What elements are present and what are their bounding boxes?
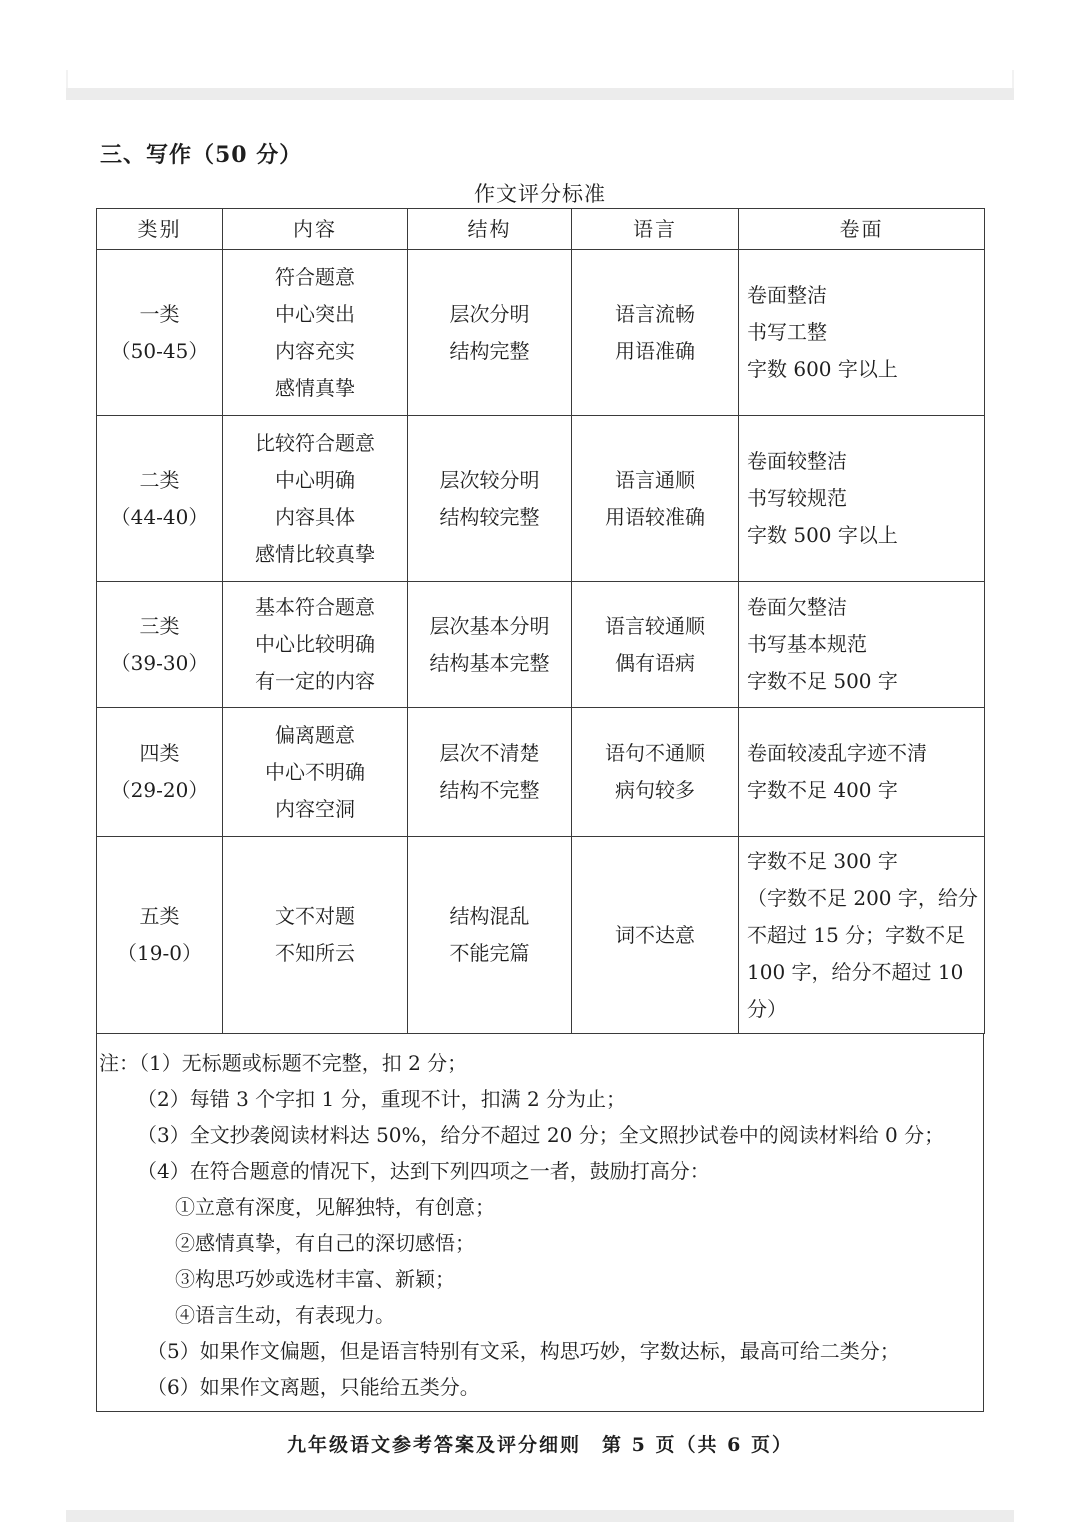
score-range: （29-20） (110, 778, 209, 802)
cell-content (223, 250, 408, 416)
page-footer: 九年级语文参考答案及评分细则 第 5 页（共 6 页） (287, 1434, 793, 1456)
content-line: 感情比较真挚 (255, 541, 375, 566)
presentation-line: 书写较规范 (747, 486, 847, 510)
table-caption: 作文评分标准 (474, 182, 606, 206)
note-item: （6）如果作文离题，只能给五类分。 (147, 1375, 480, 1399)
content-line: 偏离题意 (275, 722, 355, 747)
language-line: 病句较多 (615, 778, 695, 802)
content-line: 比较符合题意 (255, 430, 375, 455)
cell-structure (408, 837, 572, 1034)
table-row (97, 582, 985, 708)
score-range: （44-40） (110, 504, 209, 529)
content-line: 中心突出 (275, 301, 355, 326)
table-row (97, 837, 985, 1034)
header-structure: 结构 (408, 209, 572, 250)
cell-structure (408, 250, 572, 416)
presentation-line: 字数 500 字以上 (747, 523, 898, 547)
content-line: 文不对题 (275, 904, 355, 928)
note-item: 注：（1）无标题或标题不完整，扣 2 分； (99, 1051, 468, 1075)
language-line: 语言流畅 (615, 301, 695, 326)
content-line: 有一定的内容 (255, 669, 375, 693)
category-label: 三类 (139, 613, 180, 638)
language-line: 语言通顺 (615, 467, 695, 492)
content-line: 感情真挚 (275, 375, 355, 400)
structure-line: 结构完整 (449, 338, 530, 363)
table-header-row (97, 209, 985, 250)
presentation-line: 卷面整洁 (747, 283, 827, 307)
content-line: 中心明确 (275, 467, 355, 492)
language-line: 语言较通顺 (605, 613, 705, 638)
table-row (97, 250, 985, 416)
presentation-note: （字数不足 200 字，给分不超过 15 分；字数不足 100 字，给分不超过 10 分） (747, 885, 978, 1021)
note-subitem: ①立意有深度，见解独特，有创意； (175, 1195, 495, 1219)
content-line: 内容充实 (275, 338, 355, 363)
content-line: 中心比较明确 (255, 632, 375, 656)
cell-content (223, 837, 408, 1034)
structure-line: 结构基本完整 (429, 650, 550, 675)
presentation-line: 字数 600 字以上 (747, 357, 898, 381)
grading-rubric-table (96, 208, 985, 1034)
content-line: 内容具体 (275, 504, 355, 529)
table-row (97, 416, 985, 582)
presentation-line: 字数不足 300 字 (747, 848, 898, 873)
note-item: （2）每错 3 个字扣 1 分，重现不计，扣满 2 分为止； (137, 1087, 627, 1111)
cell-language (572, 416, 739, 582)
cell-content (223, 708, 408, 837)
language-line: 语句不通顺 (605, 741, 705, 765)
structure-line: 不能完篇 (449, 941, 530, 965)
cell-presentation (739, 416, 985, 582)
structure-line: 层次较分明 (439, 467, 540, 492)
content-line: 基本符合题意 (255, 595, 375, 619)
content-line: 符合题意 (275, 264, 355, 289)
language-line: 偶有语病 (615, 650, 695, 675)
note-subitem: ③构思巧妙或选材丰富、新颖； (175, 1267, 455, 1291)
table-row (97, 708, 985, 837)
note-item: （5）如果作文偏题，但是语言特别有文采，构思巧妙，字数达标，最高可给二类分； (147, 1339, 900, 1363)
header-category: 类别 (97, 209, 223, 250)
category-label: 二类 (139, 467, 180, 492)
content-line: 不知所云 (275, 941, 355, 965)
presentation-line: 卷面较整洁 (747, 449, 847, 473)
language-line: 用语较准确 (605, 504, 705, 529)
cell-category (97, 837, 223, 1034)
structure-line: 结构混乱 (449, 904, 530, 928)
header-language: 语言 (572, 209, 739, 250)
structure-line: 结构不完整 (439, 778, 540, 802)
header-presentation: 卷面 (739, 209, 985, 250)
language-line: 词不达意 (615, 922, 695, 947)
note-item: （3）全文抄袭阅读材料达 50%，给分不超过 20 分；全文照抄试卷中的阅读材料给 0 分； (137, 1123, 945, 1147)
score-range: （39-30） (110, 650, 209, 675)
note-item: （4）在符合题意的情况下，达到下列四项之一者，鼓励打高分： (137, 1159, 710, 1183)
cell-structure (408, 416, 572, 582)
cell-language (572, 837, 739, 1034)
presentation-line: 书写基本规范 (747, 632, 867, 656)
structure-line: 结构较完整 (439, 504, 540, 529)
header-content: 内容 (223, 209, 408, 250)
presentation-line: 卷面较凌乱字迹不清 (747, 741, 927, 765)
note-subitem: ④语言生动，有表现力。 (175, 1303, 395, 1327)
structure-line: 层次分明 (449, 301, 530, 326)
cell-category (97, 582, 223, 708)
content-line: 中心不明确 (265, 759, 365, 784)
cell-content (223, 582, 408, 708)
cell-content (223, 416, 408, 582)
cell-presentation (739, 837, 985, 1034)
category-label: 四类 (139, 741, 180, 765)
cell-language (572, 582, 739, 708)
score-range: （50-45） (110, 338, 209, 363)
presentation-line: 字数不足 500 字 (747, 669, 898, 693)
note-subitem: ②感情真挚，有自己的深切感悟； (175, 1231, 475, 1255)
cell-structure (408, 708, 572, 837)
cell-category (97, 416, 223, 582)
cell-presentation (739, 250, 985, 416)
cell-language (572, 250, 739, 416)
category-label: 五类 (139, 904, 180, 928)
content-line: 内容空洞 (275, 796, 355, 821)
structure-line: 层次基本分明 (429, 613, 550, 638)
presentation-line: 字数不足 400 字 (747, 778, 898, 802)
language-line: 用语准确 (615, 338, 695, 363)
structure-line: 层次不清楚 (439, 741, 540, 765)
cell-presentation (739, 582, 985, 708)
cell-presentation (739, 708, 985, 837)
category-label: 一类 (139, 301, 180, 326)
presentation-line: 卷面欠整洁 (747, 595, 847, 619)
cell-language (572, 708, 739, 837)
cell-category (97, 708, 223, 837)
cell-structure (408, 582, 572, 708)
cell-category (97, 250, 223, 416)
score-range: （19-0） (117, 941, 202, 965)
notes-section (96, 1033, 984, 1412)
section-heading: 三、写作（50 分） (100, 142, 303, 168)
presentation-line: 书写工整 (747, 320, 827, 344)
